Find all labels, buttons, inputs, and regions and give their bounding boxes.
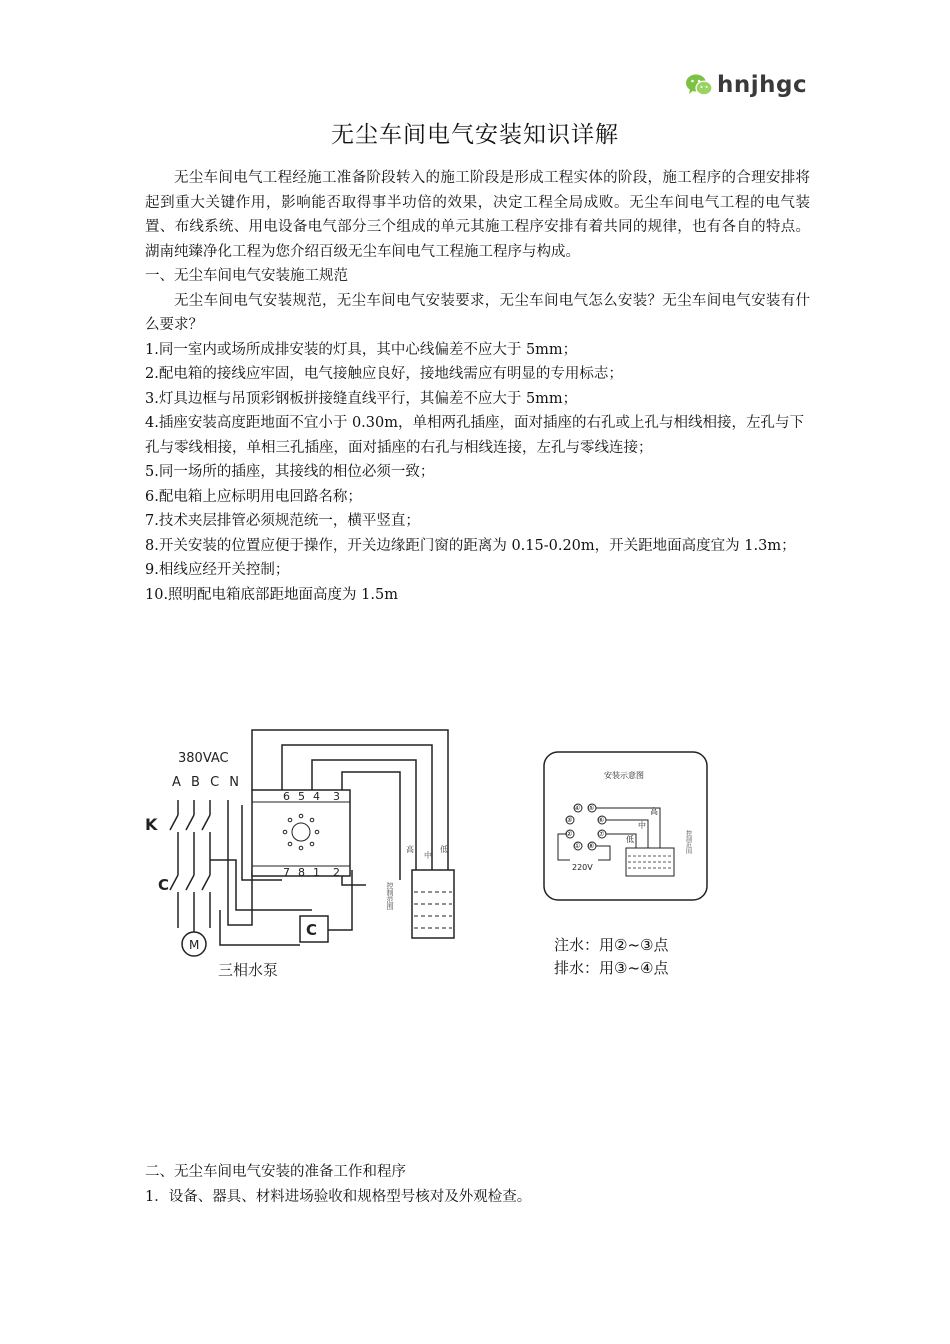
- pin-label: ⑥: [598, 816, 605, 824]
- main-content: [145, 166, 810, 607]
- level-mid-label: 中: [638, 821, 646, 830]
- list-item: 1.同一室内或场所成排安装的灯具，其中心线偏差不应大于 5mm；: [145, 341, 578, 358]
- install-diagram-title: 安装示意图: [604, 771, 644, 780]
- section1-lead: 无尘车间电气安装规范，无尘车间电气安装要求，无尘车间电气怎么安装？无尘车间电气安装有什么要求？: [145, 292, 810, 333]
- relay-bottom-pin: 2: [333, 866, 340, 879]
- level-high-label: 高: [650, 807, 658, 816]
- pin-label: ①: [574, 842, 581, 850]
- logo-text: hnjhgc: [717, 72, 808, 98]
- list-item: 5.同一场所的插座，其接线的相位必须一致；: [145, 464, 435, 480]
- section2-heading: 二、无尘车间电气安装的准备工作和程序: [145, 1164, 406, 1180]
- list-item: 8.开关安装的位置应便于操作，开关边缘距门窗的距离为 0.15-0.20m，开关距地面高度宜为 1.3m；: [145, 537, 796, 554]
- relay-bottom-pin: 7: [283, 866, 290, 879]
- relay-top-pin: 6: [283, 790, 290, 803]
- pin-label: ⑦: [598, 830, 605, 838]
- pin-label: ④: [574, 804, 581, 812]
- level-low-label: 低: [440, 845, 448, 854]
- level-low-label: 低: [626, 835, 634, 844]
- relay-bottom-pin: 1: [313, 866, 320, 879]
- relay-bottom-pin: 8: [298, 866, 305, 879]
- pump-label: 三相水泵: [218, 961, 279, 979]
- pin-label: ③: [566, 816, 573, 824]
- wechat-icon: [685, 73, 713, 97]
- wiring-diagram: [140, 720, 470, 990]
- drain-note: 排水：用③~④点: [554, 959, 669, 977]
- list-item: 3.灯具边框与吊顶彩钢板拼接缝直线平行，其偏差不应大于 5mm；: [145, 390, 578, 407]
- section1-heading: 一、无尘车间电气安装施工规范: [145, 268, 348, 284]
- level-high-label: 高: [406, 845, 414, 854]
- contactor-coil-label: C: [306, 921, 318, 939]
- list-item: 9.相线应经开关控制；: [145, 562, 290, 578]
- pin-label: ②: [566, 830, 573, 838]
- list-item: 4.插座安装高度距地面不宜小于 0.30m，单相两孔插座，面对插座的右孔或上孔与相线相接，左孔与下孔与零线相接，单相三孔插座，面对插座的右孔与相线连接，左孔与零线连接；: [145, 415, 804, 456]
- relay-top-pin: 3: [333, 790, 340, 803]
- logo: [685, 72, 807, 98]
- section2: [145, 1160, 810, 1210]
- contactor-c-label: C: [158, 876, 170, 894]
- control-range-label: 控制范围: [684, 830, 692, 854]
- list-item: 6.配电箱上应标明用电回路名称；: [145, 488, 362, 505]
- list-item: 2.配电箱的接线应牢固，电气接触应良好，接地线需应有明显的专用标志；: [145, 366, 623, 382]
- level-mid-label: 中: [424, 851, 432, 860]
- relay-top-pin: 4: [313, 790, 320, 803]
- list-item: 7.技术夹层排管必须规范统一，横平竖直；: [145, 513, 420, 529]
- installation-diagram: [540, 748, 715, 988]
- voltage-label: 380VAC: [178, 751, 229, 766]
- page-title: 无尘车间电气安装知识详解: [331, 122, 619, 148]
- list-item: 10.照明配电箱底部距地面高度为 1.5m: [145, 586, 398, 603]
- control-range-label: 控制范围: [386, 882, 394, 910]
- phase-labels: A B C N: [172, 775, 243, 790]
- fill-note: 注水：用②~③点: [554, 936, 669, 954]
- switch-k-label: K: [145, 815, 158, 834]
- voltage-label: 220V: [572, 863, 593, 872]
- list-item: 1．设备、器具、材料进场验收和规格型号核对及外观检查。: [145, 1189, 532, 1205]
- motor-label: M: [189, 938, 200, 952]
- intro-paragraph: 无尘车间电气工程经施工准备阶段转入的施工阶段是形成工程实体的阶段，施工程序的合理安排将起到重大关键作用，影响能否取得事半功倍的效果，决定工程全局成败。无尘车间电气工程的电气装置、布线系统、用电设备电气部分三个组成的单元其施工程序安排有着共同的规律，也有各自的特点。湖南纯臻净化工程为您介绍百级无尘车间电气工程施工程序与构成。: [145, 170, 810, 260]
- pin-label: ⑧: [588, 842, 595, 850]
- pin-label: ⑤: [588, 804, 595, 812]
- relay-top-pin: 5: [298, 790, 305, 803]
